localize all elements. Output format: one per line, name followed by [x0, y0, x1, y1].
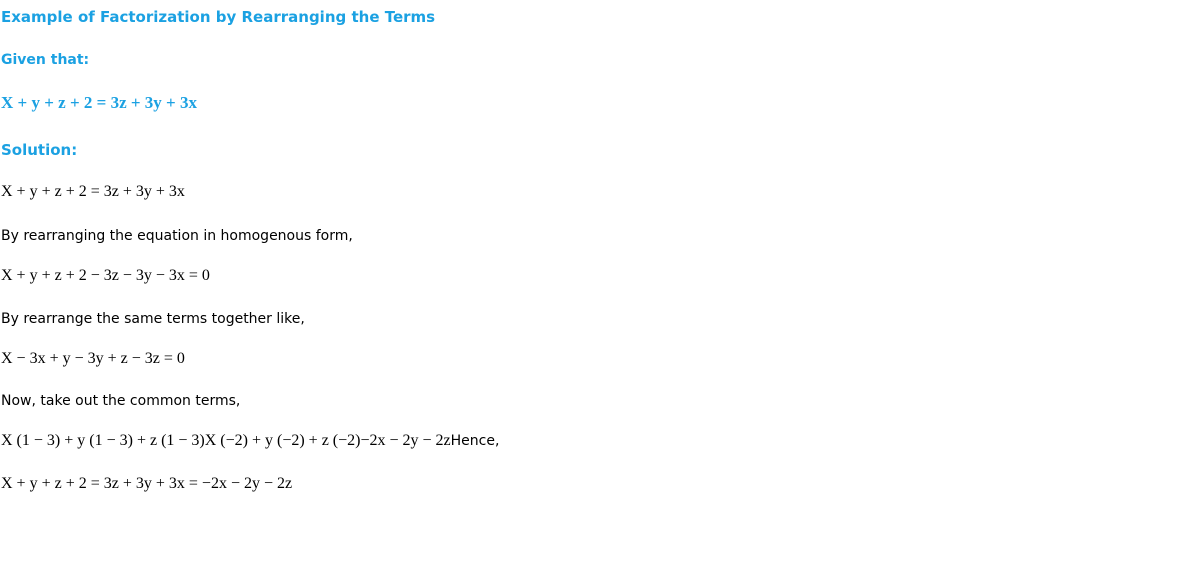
- step1-equation: X + y + z + 2 = 3z + 3y + 3x: [1, 183, 185, 200]
- step2-text: By rearranging the equation in homogenous form,: [1, 228, 353, 244]
- step4-text: Now, take out the common terms,: [1, 393, 241, 409]
- page-title: Example of Factorization by Rearranging the Terms: [1, 8, 436, 26]
- step3-equation: X − 3x + y − 3y + z − 3z = 0: [1, 350, 185, 367]
- final-equation: X + y + z + 2 = 3z + 3y + 3x = −2x − 2y − 2z: [1, 475, 293, 492]
- given-equation: X + y + z + 2 = 3z + 3y + 3x: [1, 93, 197, 112]
- step4-suffix: Hence,: [450, 433, 500, 449]
- step3-text: By rearrange the same terms together like,: [1, 311, 305, 327]
- step2-equation: X + y + z + 2 − 3z − 3y − 3x = 0: [1, 267, 210, 284]
- solution-label: Solution:: [1, 141, 78, 159]
- step4-line: [1, 432, 499, 450]
- step4-equation: X (1 − 3) + y (1 − 3) + z (1 − 3)X (−2) + y (−2) + z (−2)−2x − 2y − 2z: [1, 432, 451, 449]
- given-label: Given that:: [1, 52, 90, 68]
